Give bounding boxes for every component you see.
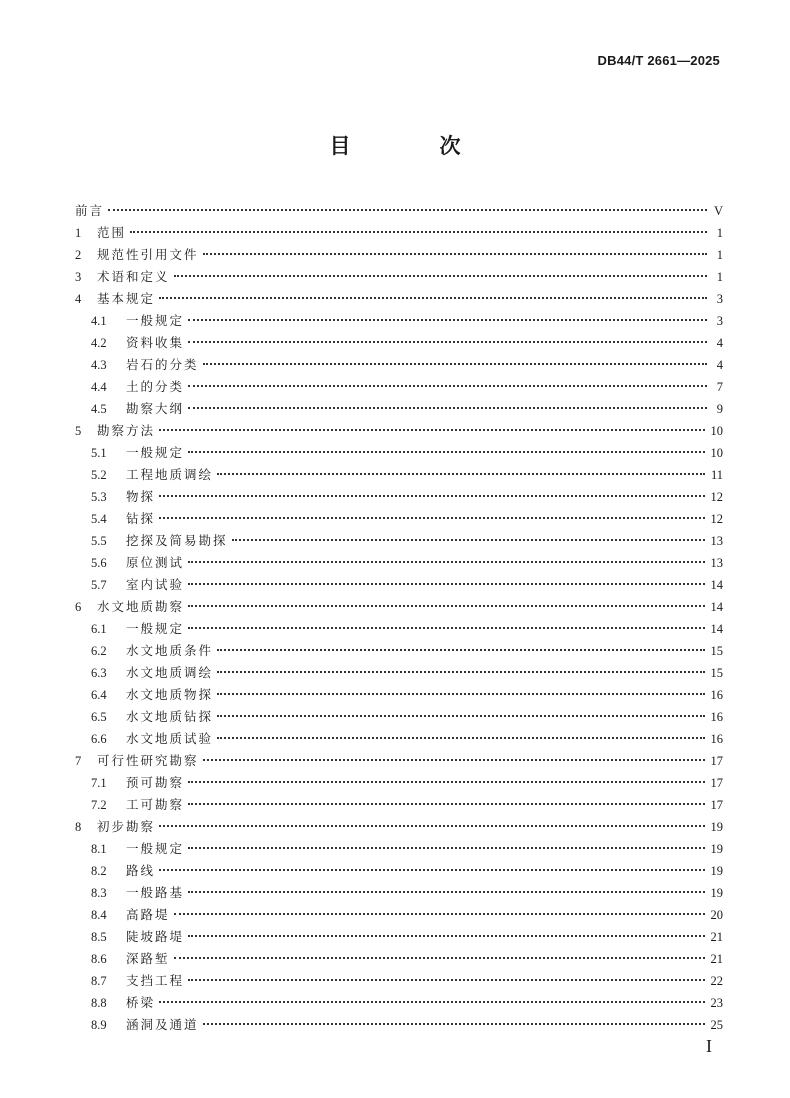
toc-entry-label: 挖探及简易勘探: [126, 533, 228, 548]
toc-entry-number: 8.8: [91, 996, 107, 1010]
dot-leader: [188, 803, 704, 805]
toc-entry-page: 12: [710, 512, 723, 526]
table-of-contents: [75, 200, 723, 1036]
dot-leader: [203, 253, 707, 255]
toc-entry[interactable]: [75, 244, 723, 266]
dot-leader: [217, 715, 704, 717]
toc-entry-page: 17: [710, 776, 723, 790]
toc-entry[interactable]: [75, 684, 723, 706]
toc-entry-number: 5: [75, 424, 82, 438]
toc-entry-label: 水文地质勘察: [97, 599, 185, 614]
toc-entry-page: 16: [710, 710, 723, 724]
toc-entry[interactable]: [75, 354, 723, 376]
toc-entry[interactable]: [75, 838, 723, 860]
toc-entry-number: 4: [75, 292, 82, 306]
toc-entry-number: 7: [75, 754, 82, 768]
toc-entry-label: 初步勘察: [97, 819, 156, 834]
toc-entry-label: 勘察方法: [97, 423, 156, 438]
toc-entry-page: V: [713, 204, 723, 218]
dot-leader: [188, 979, 704, 981]
dot-leader: [159, 1001, 704, 1003]
dot-leader: [217, 737, 704, 739]
page-number: I: [706, 1036, 712, 1056]
toc-entry-page: 19: [710, 864, 723, 878]
dot-leader: [188, 781, 704, 783]
toc-entry-label: 水文地质钻探: [126, 709, 214, 724]
toc-entry[interactable]: [75, 310, 723, 332]
dot-leader: [188, 583, 704, 585]
toc-entry-label: 一般规定: [126, 621, 185, 636]
toc-entry-label: 范围: [97, 225, 127, 240]
toc-entry-page: 14: [710, 578, 723, 592]
toc-entry-label: 一般规定: [126, 841, 185, 856]
dot-leader: [203, 1023, 705, 1025]
toc-entry-page: 25: [710, 1018, 723, 1032]
toc-entry-number: 4.5: [91, 402, 107, 416]
toc-entry[interactable]: [75, 728, 723, 750]
dot-leader: [159, 517, 704, 519]
dot-leader: [159, 825, 704, 827]
toc-entry-page: 1: [716, 226, 723, 240]
toc-entry[interactable]: [75, 222, 723, 244]
toc-entry-label: 预可勘察: [126, 775, 185, 790]
dot-leader: [130, 231, 707, 233]
toc-entry-page: 15: [710, 666, 723, 680]
toc-entry[interactable]: [75, 1014, 723, 1036]
toc-entry-page: 17: [710, 798, 723, 812]
dot-leader: [217, 473, 705, 475]
toc-entry-number: 5.4: [91, 512, 107, 526]
dot-leader: [217, 649, 704, 651]
toc-entry[interactable]: [75, 750, 723, 772]
toc-entry-number: 8.4: [91, 908, 107, 922]
dot-leader: [217, 693, 704, 695]
toc-entry-label: 深路堑: [126, 951, 170, 966]
dot-leader: [188, 847, 704, 849]
toc-entry[interactable]: [75, 596, 723, 618]
toc-entry-label: 前言: [75, 203, 105, 218]
toc-entry-page: 1: [716, 270, 723, 284]
toc-entry-label: 原位测试: [126, 555, 185, 570]
toc-entry[interactable]: [75, 464, 723, 486]
dot-leader: [188, 935, 704, 937]
toc-entry-label: 可行性研究勘察: [97, 753, 199, 768]
toc-entry-page: 13: [710, 534, 723, 548]
toc-entry-label: 资料收集: [126, 335, 185, 350]
toc-entry[interactable]: [75, 420, 723, 442]
toc-entry-page: 16: [710, 732, 723, 746]
toc-entry-number: 1: [75, 226, 82, 240]
toc-entry-number: 8.1: [91, 842, 107, 856]
toc-entry-number: 4.3: [91, 358, 107, 372]
toc-entry-number: 5.3: [91, 490, 107, 504]
toc-entry-number: 8.2: [91, 864, 107, 878]
toc-entry[interactable]: [75, 288, 723, 310]
toc-entry-number: 6.5: [91, 710, 107, 724]
toc-entry-page: 9: [716, 402, 723, 416]
toc-entry-number: 6.3: [91, 666, 107, 680]
toc-entry-page: 11: [710, 468, 723, 482]
toc-entry-number: 6.2: [91, 644, 107, 658]
dot-leader: [203, 759, 705, 761]
toc-entry-number: 8.7: [91, 974, 107, 988]
toc-entry-number: 8.6: [91, 952, 107, 966]
dot-leader: [203, 363, 707, 365]
toc-entry-page: 10: [710, 424, 723, 438]
toc-entry[interactable]: [75, 266, 723, 288]
toc-entry[interactable]: [75, 332, 723, 354]
toc-entry-page: 21: [710, 952, 723, 966]
toc-entry-number: 6.6: [91, 732, 107, 746]
toc-entry[interactable]: [75, 200, 723, 222]
toc-entry-number: 5.5: [91, 534, 107, 548]
toc-entry[interactable]: [75, 442, 723, 464]
toc-entry-page: 23: [710, 996, 723, 1010]
toc-entry-page: 12: [710, 490, 723, 504]
toc-entry[interactable]: [75, 398, 723, 420]
dot-leader: [188, 341, 707, 343]
dot-leader: [188, 891, 704, 893]
toc-entry-page: 4: [716, 358, 723, 372]
toc-entry-label: 水文地质条件: [126, 643, 214, 658]
toc-entry-number: 8: [75, 820, 82, 834]
toc-entry-label: 水文地质物探: [126, 687, 214, 702]
toc-entry-page: 19: [710, 842, 723, 856]
toc-entry[interactable]: [75, 574, 723, 596]
toc-entry[interactable]: [75, 508, 723, 530]
toc-entry-label: 工程地质调绘: [126, 467, 214, 482]
dot-leader: [159, 429, 704, 431]
page-title: 目 次: [329, 134, 495, 158]
toc-entry[interactable]: [75, 816, 723, 838]
toc-entry-label: 基本规定: [97, 291, 156, 306]
toc-entry-number: 6.4: [91, 688, 107, 702]
toc-entry-label: 一般规定: [126, 445, 185, 460]
toc-entry-page: 20: [710, 908, 723, 922]
toc-entry[interactable]: [75, 970, 723, 992]
toc-entry-number: 8.3: [91, 886, 107, 900]
toc-entry-page: 1: [716, 248, 723, 262]
toc-entry-label: 物探: [126, 489, 156, 504]
dot-leader: [159, 495, 704, 497]
toc-entry-number: 3: [75, 270, 82, 284]
toc-entry-label: 高路堤: [126, 907, 170, 922]
toc-entry-label: 路线: [126, 863, 156, 878]
dot-leader: [174, 913, 705, 915]
dot-leader: [188, 627, 704, 629]
toc-entry-number: 7.2: [91, 798, 107, 812]
toc-entry-number: 2: [75, 248, 82, 262]
toc-entry[interactable]: [75, 992, 723, 1014]
toc-entry-label: 土的分类: [126, 379, 185, 394]
toc-entry-number: 8.5: [91, 930, 107, 944]
dot-leader: [232, 539, 705, 541]
toc-entry-page: 14: [710, 622, 723, 636]
toc-entry-number: 8.9: [91, 1018, 107, 1032]
toc-entry-label: 桥梁: [126, 995, 156, 1010]
dot-leader: [159, 869, 704, 871]
toc-entry[interactable]: [75, 926, 723, 948]
toc-entry-page: 3: [716, 292, 723, 306]
toc-entry-label: 水文地质调绘: [126, 665, 214, 680]
toc-entry-label: 钻探: [126, 511, 156, 526]
toc-entry[interactable]: [75, 530, 723, 552]
toc-entry-page: 4: [716, 336, 723, 350]
dot-leader: [108, 209, 707, 211]
dot-leader: [217, 671, 704, 673]
toc-entry-page: 19: [710, 820, 723, 834]
toc-entry-page: 13: [710, 556, 723, 570]
toc-entry[interactable]: [75, 376, 723, 398]
toc-entry-number: 4.1: [91, 314, 107, 328]
toc-entry-label: 一般规定: [126, 313, 185, 328]
dot-leader: [188, 385, 707, 387]
toc-entry-label: 一般路基: [126, 885, 185, 900]
dot-leader: [174, 275, 707, 277]
toc-entry[interactable]: [75, 486, 723, 508]
toc-entry-page: 17: [710, 754, 723, 768]
toc-entry-label: 室内试验: [126, 577, 185, 592]
toc-entry-page: 16: [710, 688, 723, 702]
toc-entry[interactable]: [75, 772, 723, 794]
toc-entry-label: 岩石的分类: [126, 357, 199, 372]
dot-leader: [188, 451, 704, 453]
toc-entry-label: 支挡工程: [126, 973, 185, 988]
dot-leader: [188, 605, 704, 607]
toc-entry-number: 5.1: [91, 446, 107, 460]
toc-entry-number: 4.4: [91, 380, 107, 394]
dot-leader: [159, 297, 707, 299]
toc-entry-label: 勘察大纲: [126, 401, 185, 416]
toc-entry-label: 涵洞及通道: [126, 1017, 199, 1032]
toc-entry[interactable]: [75, 618, 723, 640]
toc-entry[interactable]: [75, 662, 723, 684]
toc-entry-number: 5.2: [91, 468, 107, 482]
toc-entry[interactable]: [75, 860, 723, 882]
toc-entry-page: 10: [710, 446, 723, 460]
dot-leader: [188, 407, 707, 409]
toc-entry[interactable]: [75, 706, 723, 728]
toc-entry[interactable]: [75, 640, 723, 662]
toc-entry[interactable]: [75, 794, 723, 816]
toc-entry-page: 19: [710, 886, 723, 900]
dot-leader: [188, 561, 704, 563]
toc-entry-page: 21: [710, 930, 723, 944]
toc-entry[interactable]: [75, 552, 723, 574]
toc-entry-page: 3: [716, 314, 723, 328]
toc-entry-number: 6.1: [91, 622, 107, 636]
toc-entry[interactable]: [75, 948, 723, 970]
toc-entry-label: 水文地质试验: [126, 731, 214, 746]
toc-entry-number: 4.2: [91, 336, 107, 350]
toc-entry[interactable]: [75, 904, 723, 926]
toc-entry-page: 15: [710, 644, 723, 658]
toc-entry-number: 6: [75, 600, 82, 614]
toc-entry[interactable]: [75, 882, 723, 904]
document-code: DB44/T 2661—2025: [597, 53, 720, 68]
toc-entry-page: 14: [710, 600, 723, 614]
toc-entry-label: 术语和定义: [97, 269, 170, 284]
toc-entry-label: 陡坡路堤: [126, 929, 185, 944]
toc-entry-label: 规范性引用文件: [97, 247, 199, 262]
toc-entry-page: 7: [716, 380, 723, 394]
toc-entry-number: 5.7: [91, 578, 107, 592]
dot-leader: [174, 957, 705, 959]
toc-entry-number: 7.1: [91, 776, 107, 790]
dot-leader: [188, 319, 707, 321]
toc-entry-page: 22: [710, 974, 723, 988]
toc-entry-label: 工可勘察: [126, 797, 185, 812]
toc-entry-number: 5.6: [91, 556, 107, 570]
